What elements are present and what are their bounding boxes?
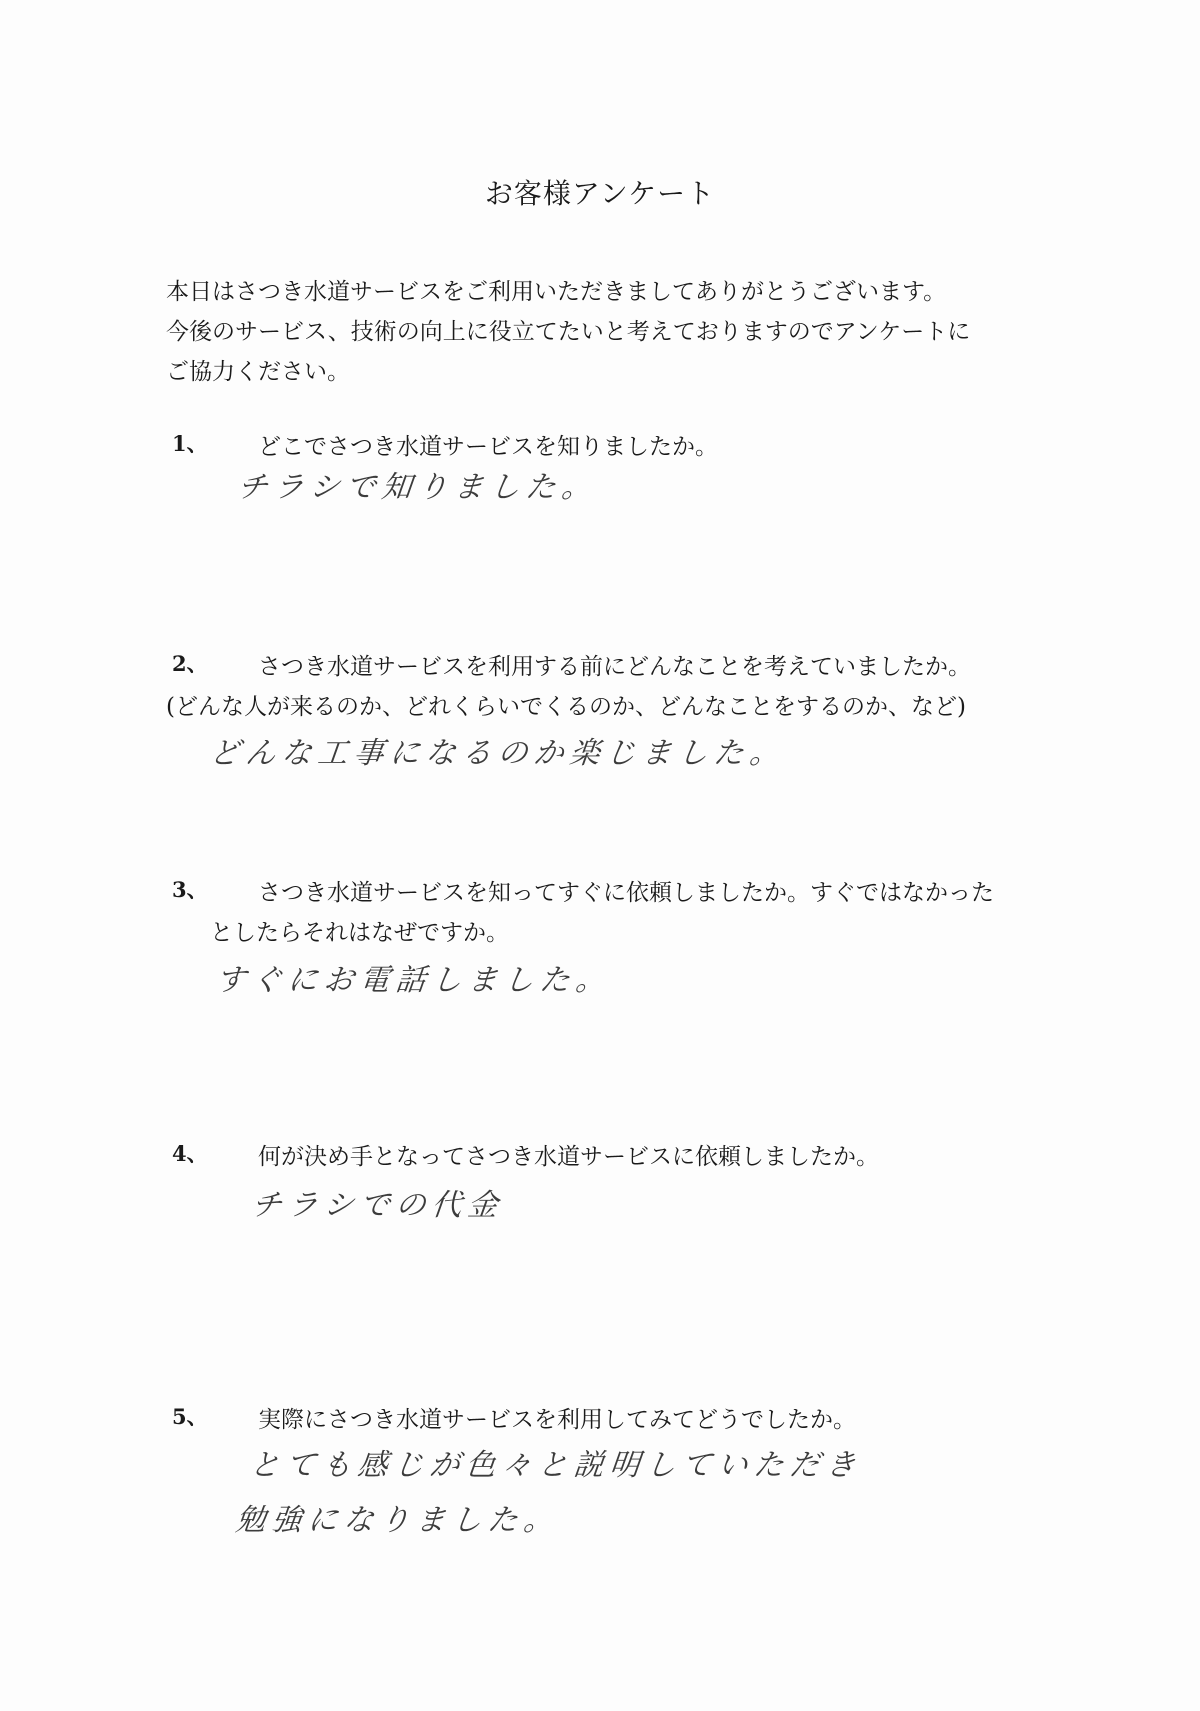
handwritten-answer-4: チラシでの代金 [249,1188,506,1223]
intro-line: 今後のサービス、技術の向上に役立てたいと考えておりますのでアンケートに [166,319,971,345]
question-number: 3、 [172,877,208,902]
question-number: 1、 [172,431,208,456]
question-subtext: (どんな人が来るのか、どれくらいでくるのか、どんなことをするのか、など) [166,694,966,720]
question-text: 何が決め手となってさつき水道サービスに依頼しましたか。 [258,1144,879,1170]
handwritten-answer-5-line-2: 勉強になりました。 [233,1503,562,1538]
question-number: 4、 [172,1141,208,1166]
question-text: さつき水道サービスを利用する前にどんなことを考えていましたか。 [258,654,971,680]
question-text: どこでさつき水道サービスを知りましたか。 [258,434,718,460]
question-number: 2、 [172,651,208,676]
intro-paragraph [166,272,1066,392]
handwritten-answer-5-line-1: とても感じが色々と説明していただき [247,1448,864,1483]
handwritten-answer-2: どんな工事になるのか楽じました。 [207,736,788,771]
question-text: 実際にさつき水道サービスを利用してみてどうでしたか。 [258,1407,856,1433]
handwritten-answer-3: すぐにお電話しました。 [213,963,614,998]
question-text: さつき水道サービスを知ってすぐに依頼しましたか。すぐではなかった [258,880,994,906]
page-title: お客様アンケート [484,177,716,210]
intro-line: ご協力ください。 [166,359,350,385]
question-subtext: としたらそれはなぜですか。 [210,920,509,946]
handwritten-answer-1: チラシで知りました。 [235,470,600,505]
question-number: 5、 [172,1404,208,1429]
intro-line: 本日はさつき水道サービスをご利用いただきましてありがとうございます。 [166,279,947,305]
